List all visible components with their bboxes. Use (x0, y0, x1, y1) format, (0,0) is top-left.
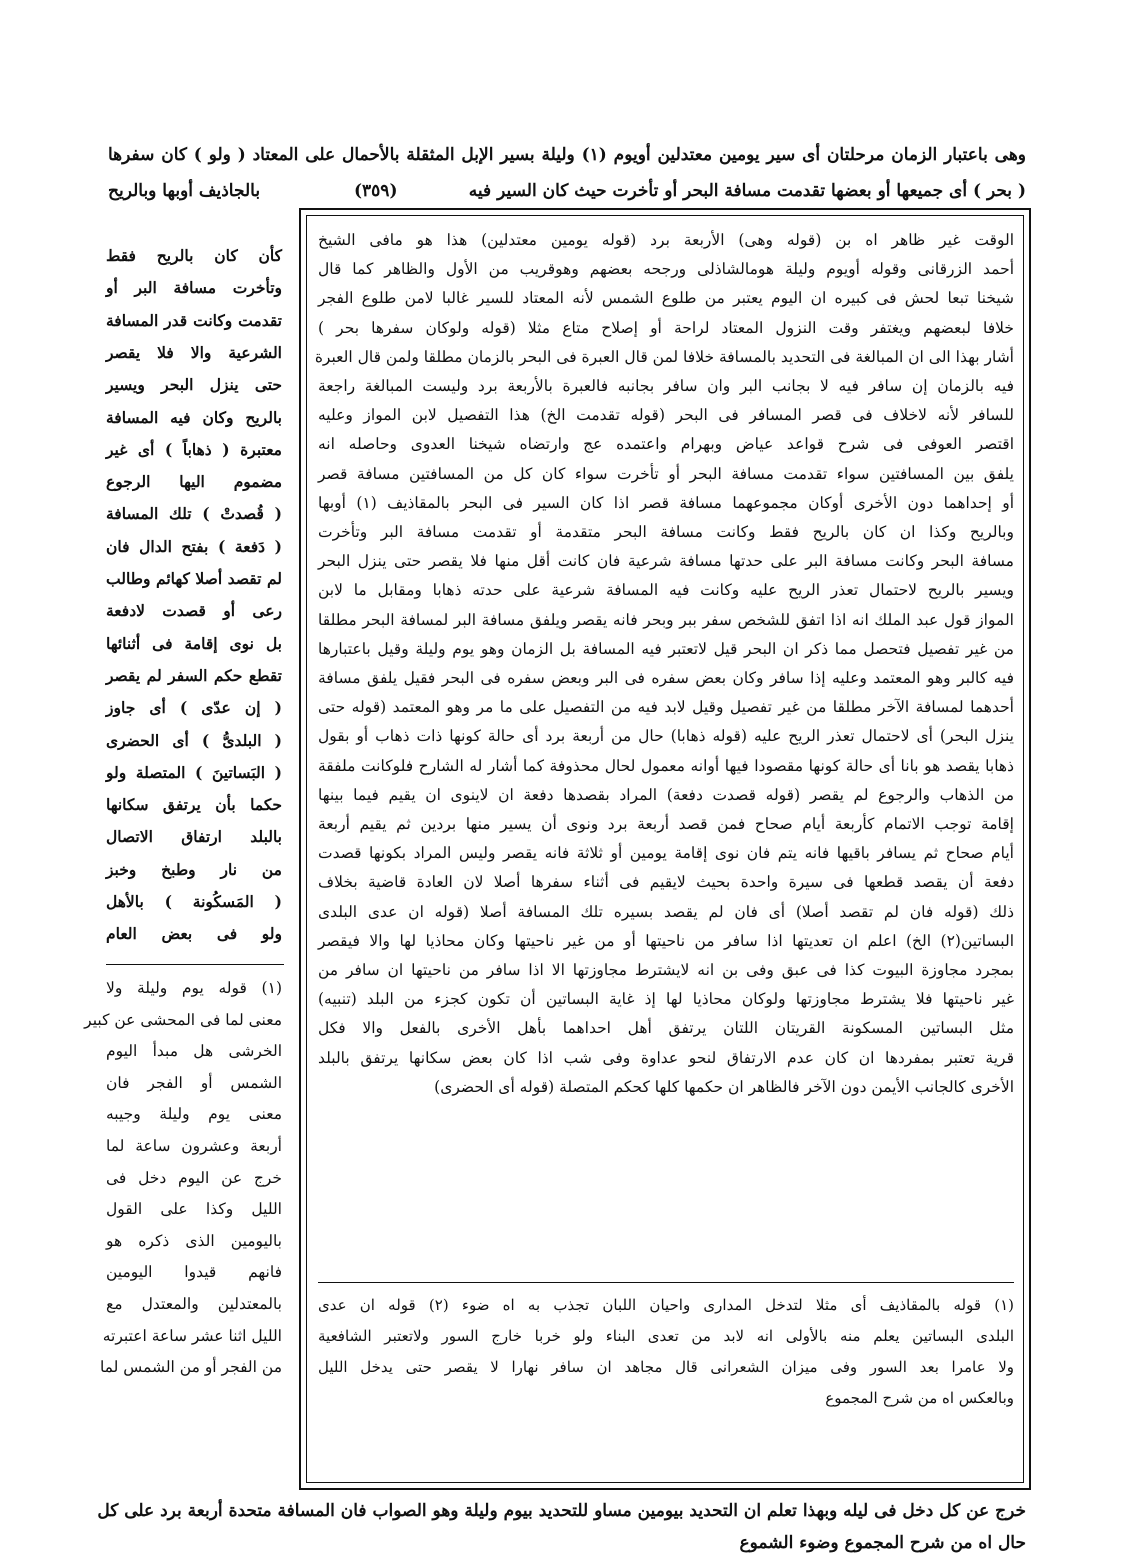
commentary-line: بمجرد مجاوزة البيوت كذا فى عبق وفى بن انه لايشترط مجاوزتها الا اذا سافر من ناحيتها ان سافر من (318, 961, 1014, 979)
side-footnote-line: معنى لما فى المحشى عن كبير (84, 1010, 282, 1029)
side-column-line: حكما بأن يرتفق سكانها (106, 795, 282, 815)
commentary-line: من غير تفصيل فتحصل مما ذكر ان البحر قيل لاتعتبر فيه المسافة بل الزمان وهو يوم وليلة وقيل باعتبارها (318, 639, 1014, 658)
commentary-line: فيه كالبر وهو المعتمد وعليه إذا سافر وكان بعض سفره فى البر وبعض سفره فى البحر فقيل يلفق مسافة (318, 669, 1014, 687)
side-footnote-line: فانهم قيدوا اليومين (106, 1263, 282, 1282)
side-footnote-line: باليومين الذى ذكره هو (106, 1231, 282, 1250)
commentary-line: شيخنا تبعا لحش فى كبيره ان اليوم يعتبر من طلوع الشمس لأنه المعتاد للسير غالبا لامن طلوع الفجر (318, 289, 1014, 308)
commentary-line: البساتين(٢) الخ) اعلم ان تعديتها اذا سافر من ناحيتها أو من غير ناحيتها وكان محاذيا لها والا فيقصر (318, 931, 1014, 950)
commentary-line: دفعة أن يقصد قطعها فى سيرة واحدة بحيث لايقيم فى أثناء سفرها أصلا لان العادة قاضية بخلاف (318, 873, 1014, 892)
bottom-text-line-2: حال اه من شرح المجموع وضوء الشموع (739, 1533, 1026, 1553)
side-column-line: معتبرة ( ذهاباً ) أى غير (106, 439, 282, 459)
commentary-line: يلفق بين المسافتين سواء تقدمت مسافة البحر أو تأخرت سواء كان كل من المسافتين مسافة قصر (318, 464, 1014, 483)
side-column-line: ( البلدىُّ ) أى الحضرى (106, 730, 282, 750)
side-column-line: بل نوى إقامة فى أثنائها (106, 633, 282, 653)
commentary-line: فيه بالزمان إن سافر فيه لا بجانب البر وان سافر بجانبه فالعبرة بالأربعة برد وليست المبالغة راجعة (318, 377, 1014, 395)
commentary-line: مسافة البحر وكانت مسافة البر على حدتها مسافة شرعية فان كانت أقل منها فلا يقصر حتى ينزل البحر (318, 552, 1014, 571)
side-footnote-line: من الفجر أو من الشمس لما (99, 1358, 282, 1377)
side-footnote-divider (106, 964, 284, 965)
commentary-line: مثل البساتين المسكونة القريتان اللتان يرتفق أهل احداهما بأهل الأخرى بالفعل والا فكل (318, 1019, 1014, 1038)
side-column-line: ولو فى بعض العام (106, 924, 282, 944)
commentary-line: ينزل البحر) أى لاحتمال تعذر الريح عليه (قوله ذهابا) حال من أربعة برد أى حالة كونها ذات ذهاب أو بقول (318, 727, 1014, 746)
side-column-line: ( إن عدّى ) أى جاوز (106, 698, 282, 718)
side-footnote-line: الليل وكذا على القول (106, 1200, 282, 1219)
top-text-header: ( بحر ) أى جميعها أو بعضها تقدمت مسافة البحر أو تأخرت حيث كان السير فيه (468, 181, 1026, 201)
side-top-text: بالجاذيف أوبها وبالريح (108, 181, 261, 201)
side-footnote-line: (١) قوله يوم وليلة ولا (106, 979, 282, 997)
top-text-line-2 (108, 178, 1026, 204)
commentary-line: أحدهما لمسافة الآخر مطلقا من غير تفصيل وقيل لابد فيه من التفصيل على ما مر وهو المعتمد (قوله حتى (318, 698, 1014, 717)
side-column-line: من نار وطبخ وخبز (106, 859, 282, 879)
commentary-line: قرية تعتبر بمفردها ان كان عدم الارتفاق لنحو عداوة وفى شب اذا كان بعض سكانها يرتفق بالبلد (318, 1048, 1014, 1067)
commentary-footnote-divider (318, 1282, 1014, 1283)
side-column-line: ( دَفعة ) بفتح الدال فان (106, 536, 282, 556)
bottom-text-line-1: خرج عن كل دخل فى ليله وبهذا تعلم ان التحديد بيومين مساو للتحديد بيوم وليلة وهو الصواب فان المسافة متحدة أربعة برد على كل (97, 1501, 1026, 1521)
commentary-footnote-line: (١) قوله بالمقاذيف أى مثلا لتدخل المدارى واحيان اللبان تجذب به اه ضوء (٢) قوله ان عدى (318, 1296, 1015, 1314)
commentary-line: للسافر لأنه لاخلاف فى قصر المسافر فى البحر (قوله تقدمت الخ) هذا التفصيل لابن المواز وعليه (318, 406, 1014, 425)
commentary-line: ذهابا يقصد هو بانا أى حالة كونها مقصودا فيها أوانه معمول لحال محذوفة كما أشار له الشارح فلوكانت ملفقة (318, 756, 1014, 775)
commentary-line: من الذهاب والرجوع لم يقصر (قوله قصدت دفعة) المراد بقصدها دفعة ان لاينوى ان يقيم فيما بينها (318, 785, 1014, 804)
side-footnote-line: الخرشى هل مبدأ اليوم (106, 1042, 282, 1061)
side-footnote-line: الشمس أو الفجر فان (106, 1073, 282, 1092)
side-footnote-line: خرج عن اليوم دخل فى (106, 1168, 282, 1187)
side-column-line: كأن كان بالريح فقط (106, 246, 282, 265)
side-column-line: ( البَساتينَ ) المتصلة ولو (106, 762, 282, 782)
commentary-line: خلافا لبعضهم ويغتفر وقت النزول المعتاد لراحة أو إصلاح متاع مثلا (قوله ولوكان سفرها بحر ) (318, 318, 1014, 337)
top-text-line-1: وهى باعتبار الزمان مرحلتان أى سير يومين معتدلين أويوم (١) وليلة بسير الإبل المثقلة بالأحمال على المعتاد ( ولو ) كان سفرها (108, 145, 1026, 165)
commentary-line: اقتصر العوفى فى شرح قواعد عياض وبهرام واعتمده عج وارتضاه شيخنا العدوى وحاصله انه (318, 435, 1014, 454)
side-column-line: بالريح وكان فيه المسافة (106, 407, 282, 427)
commentary-line: أيام صحاح ثم يسافر باقيها فانه يتم فان نوى إقامة يومين أو ثلاثة فانه يقصر وليس المراد بكونها قصدت (318, 844, 1014, 863)
commentary-line: أشار بهذا الى ان المبالغة فى التحديد بالمسافة خلافا لمن قال العبرة فى البحر بالزمان مطلقا ولمن قال العبرة (314, 347, 1014, 366)
commentary-line: ذلك (قوله فان لم تقصد أصلا) أى فان لم يقصد بسيره تلك المسافة أصلا (قوله ان عدى البلدى (318, 902, 1014, 921)
side-column-line: ( المَسكُونة ) بالأهل (106, 892, 282, 911)
page-number: (٣٥٩) (354, 181, 398, 201)
commentary-footnote-line: ولا عامرا بعد السور وفى ميزان الشعرانى قال مجاهد ان سافر نهارا لا يقصر حتى يدخل الليل (318, 1358, 1014, 1376)
side-column-line: وتأخرت مسافة البر أو (106, 278, 282, 298)
commentary-line: المواز قول عبد الملك انه اذا اتفق للشخص سفر ببر وبحر فانه يقصر ويلفق مسافة البر لمسافة البحر مطلقا (318, 610, 1014, 629)
side-footnote-line: معنى يوم وليلة وجيبه (106, 1105, 282, 1124)
side-column-line: تقطع حكم السفر لم يقصر (106, 665, 282, 685)
commentary-footnote-line: وبالعكس اه من شرح المجموع (825, 1389, 1014, 1407)
commentary-line: الأخرى كالجانب الأيمن دون الآخر فالظاهر ان حكمها كلها كحكم المتصلة (قوله أى الحضرى) (434, 1077, 1014, 1096)
side-column-line: رعى أو قصدت لادفعة (106, 601, 282, 621)
commentary-line: وبالريح وكذا ان كان بالريح فقط وكانت مسافة البحر متقدمة أو تقدمت مسافة البر وتأخرت (318, 523, 1014, 541)
side-column-line: الشرعية والا فلا يقصر (106, 342, 282, 362)
side-footnote-line: الليل اثنا عشر ساعة اعتبرته (102, 1326, 282, 1345)
side-column-line: ( قُصدتْ ) تلك المسافة (106, 504, 282, 524)
commentary-line: أو إحداهما دون الأخرى أوكان مجموعهما مسافة قصر اذا كان السير فى البحر بالمقاذيف (١) أوبها (318, 493, 1015, 512)
commentary-line: إقامة توجب الاتمام كأربعة أيام صحاح فمن قصد أربعة برد ونوى أن يسير منها بردين ثم يقيم أربعة (318, 815, 1014, 833)
side-column-line: تقدمت وكانت قدر المسافة (106, 310, 282, 330)
commentary-footnote-line: البلدى البساتين يعلم منه بالأولى انه لابد من تعدى البناء ولو خربا خارج السور ولاتعتبر الشافعية (318, 1327, 1014, 1345)
side-column-line: حتى ينزل البحر ويسير (106, 375, 282, 395)
commentary-line: غير ناحيتها فلا يشترط مجاوزتها ولوكان محاذيا لها إذ غاية البساتين أن تكون كجزء من البلد (تنبيه) (318, 990, 1014, 1009)
side-column-line: بالبلد ارتفاق الاتصال (106, 827, 282, 847)
side-footnote-line: بالمعتدلين والمعتدل مع (106, 1295, 282, 1313)
side-footnote-line: أربعة وعشرون ساعة لما (106, 1137, 282, 1155)
side-column-line: مضموم اليها الرجوع (106, 472, 282, 492)
side-column-line: لم تقصد أصلا كهائم وطالب (106, 569, 282, 588)
commentary-line: أحمد الزرقانى وقوله أويوم وليلة هومالشاذلى ورجحه بعضهم وهوقريب من الأول والظاهر كما قال (318, 260, 1014, 279)
commentary-line: ويسير بالريح لاحتمال تعذر الريح عليه وكانت فيه المسافة شرعية على حدته ذهابا ومقابل ما لابن (318, 581, 1014, 600)
commentary-line: الوقت غير ظاهر اه بن (قوله وهى) الأربعة برد (قوله يومين معتدلين) هذا هو مافى الشيخ (318, 231, 1014, 249)
